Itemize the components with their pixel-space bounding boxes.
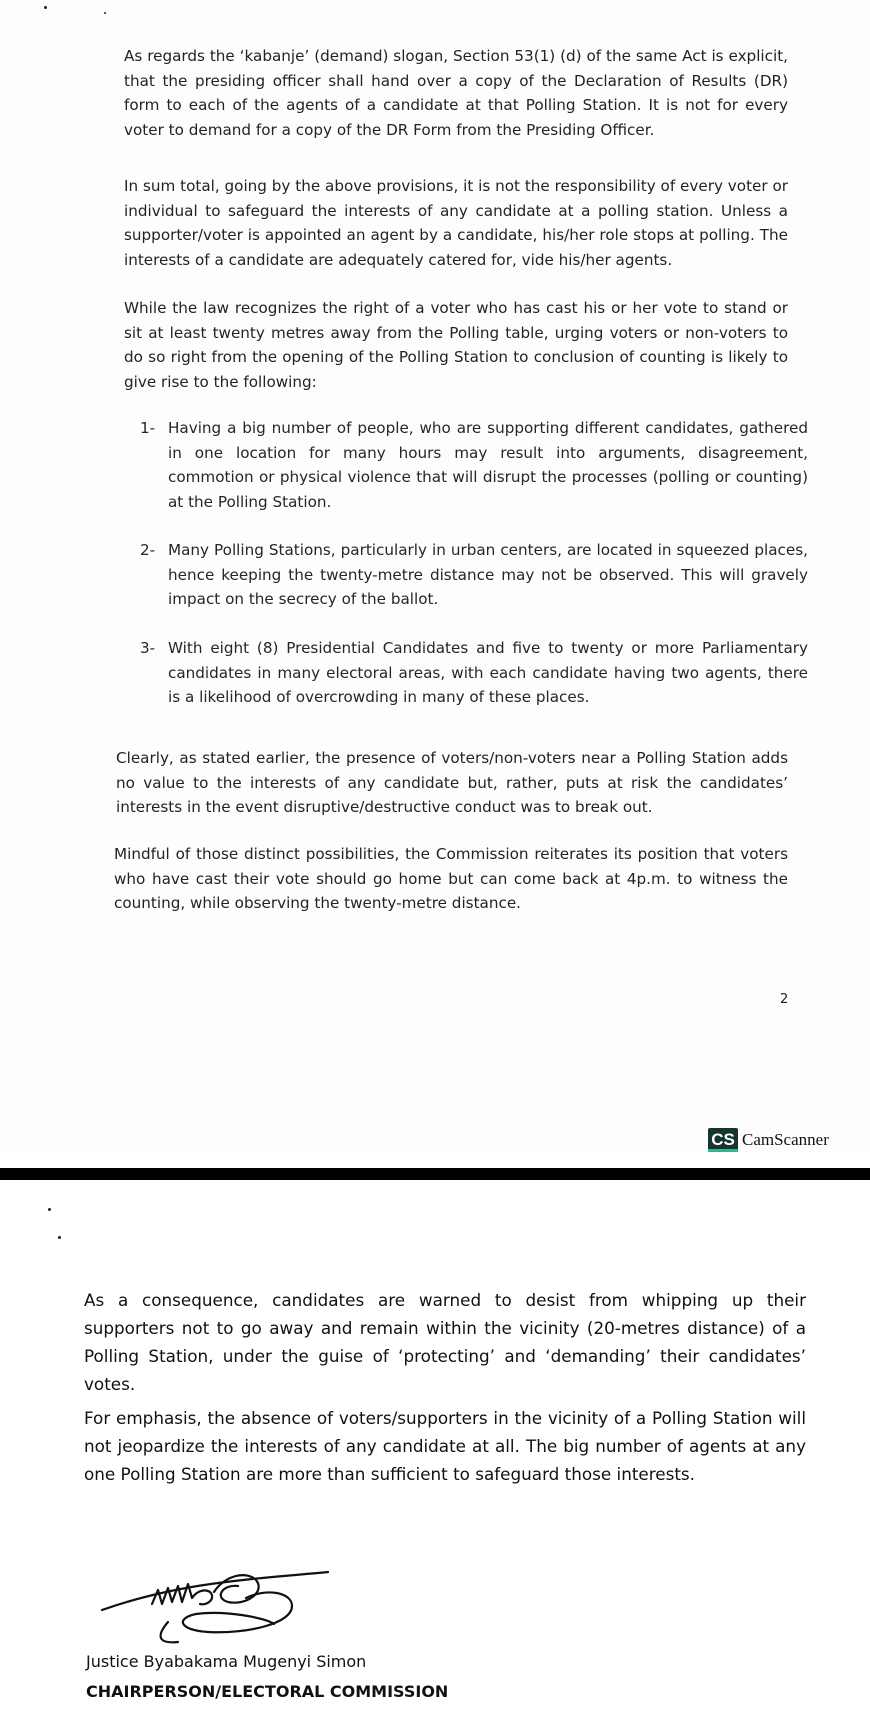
page-divider	[0, 1168, 870, 1180]
signatory-name: Justice Byabakama Mugenyi Simon	[86, 1652, 367, 1671]
paragraph-law-recognizes	[124, 296, 788, 394]
paragraph-text: As regards the ‘kabanje’ (demand) slogan, Section 53(1) (d) of the same Act is explicit, that the presiding officer shall hand over a copy of the Declaration of Results (DR) form to each of the agents of a candidate at that Polling Station. It is not for every voter to demand for a copy of the DR Form from the Presiding Officer.	[124, 47, 788, 139]
signatory-title: CHAIRPERSON/ELECTORAL COMMISSION	[86, 1682, 449, 1701]
list-item-text: Many Polling Stations, particularly in urban centers, are located in squeezed places, hence keeping the twenty-metre distance may not be observed. This will gravely impact on the secrecy of the ballot.	[168, 541, 808, 608]
camscanner-label: CamScanner	[742, 1130, 829, 1149]
paragraph-text: For emphasis, the absence of voters/supporters in the vicinity of a Polling Station will not jeopardize the interests of any candidate at all. The big number of agents at any one Polling Station are more than sufficient to safeguard those interests.	[84, 1408, 806, 1484]
list-item-text: Having a big number of people, who are supporting different candidates, gathered in one location for many hours may result into arguments, disagreement, commotion or physical violence that will disrupt the processes (polling or counting) at the Polling Station.	[168, 419, 808, 511]
paragraph-text: While the law recognizes the right of a voter who has cast his or her vote to stand or sit at least twenty metres away from the Polling table, urging voters or non-voters to do so right from the opening of the Polling Station to conclusion of counting is likely to give rise to the following:	[124, 299, 788, 391]
scan-speck	[44, 6, 47, 9]
paragraph-text: As a consequence, candidates are warned to desist from whipping up their supporters not to go away and remain within the vicinity (20-metres distance) of a Polling Station, under the guise of ‘protecting’ and ‘demanding’ their candidates’ votes.	[84, 1290, 806, 1394]
list-number: 1-	[140, 419, 156, 437]
handwritten-signature	[96, 1562, 336, 1652]
scan-speck	[58, 1236, 61, 1239]
paragraph-sum-total	[124, 174, 788, 272]
page-number: 2	[780, 992, 789, 1007]
list-number: 3-	[140, 639, 156, 657]
paragraph-kabanje	[124, 44, 788, 142]
paragraph-text: Mindful of those distinct possibilities, the Commission reiterates its position that voters who have cast their vote should go home but can come back at 4p.m. to witness the counting, while observing the twenty-metre distance.	[114, 845, 788, 912]
paragraph-emphasis	[84, 1404, 806, 1488]
scan-speck	[104, 12, 106, 14]
paragraph-clearly	[116, 746, 788, 820]
list-number: 2-	[140, 541, 156, 559]
paragraph-consequence	[84, 1286, 806, 1398]
list-item-text: With eight (8) Presidential Candidates and five to twenty or more Parliamentary candidates in many electoral areas, with each candidate having two agents, there is a likelihood of overcrowding in many of these places.	[168, 639, 808, 706]
paragraph-text: Clearly, as stated earlier, the presence of voters/non-voters near a Polling Station adds no value to the interests of any candidate but, rather, puts at risk the candidates’ interests in the event disruptive/destructive conduct was to break out.	[116, 749, 788, 816]
scan-speck	[48, 1208, 51, 1211]
paragraph-mindful	[114, 842, 788, 916]
paragraph-text: In sum total, going by the above provisions, it is not the responsibility of every voter or individual to safeguard the interests of any candidate at a polling station. Unless a supporter/voter is appointed an agent by a candidate, his/her role stops at polling. The interests of a candidate are adequately catered for, vide his/her agents.	[124, 177, 788, 269]
camscanner-watermark	[708, 1128, 829, 1152]
camscanner-logo: CS	[708, 1128, 738, 1152]
